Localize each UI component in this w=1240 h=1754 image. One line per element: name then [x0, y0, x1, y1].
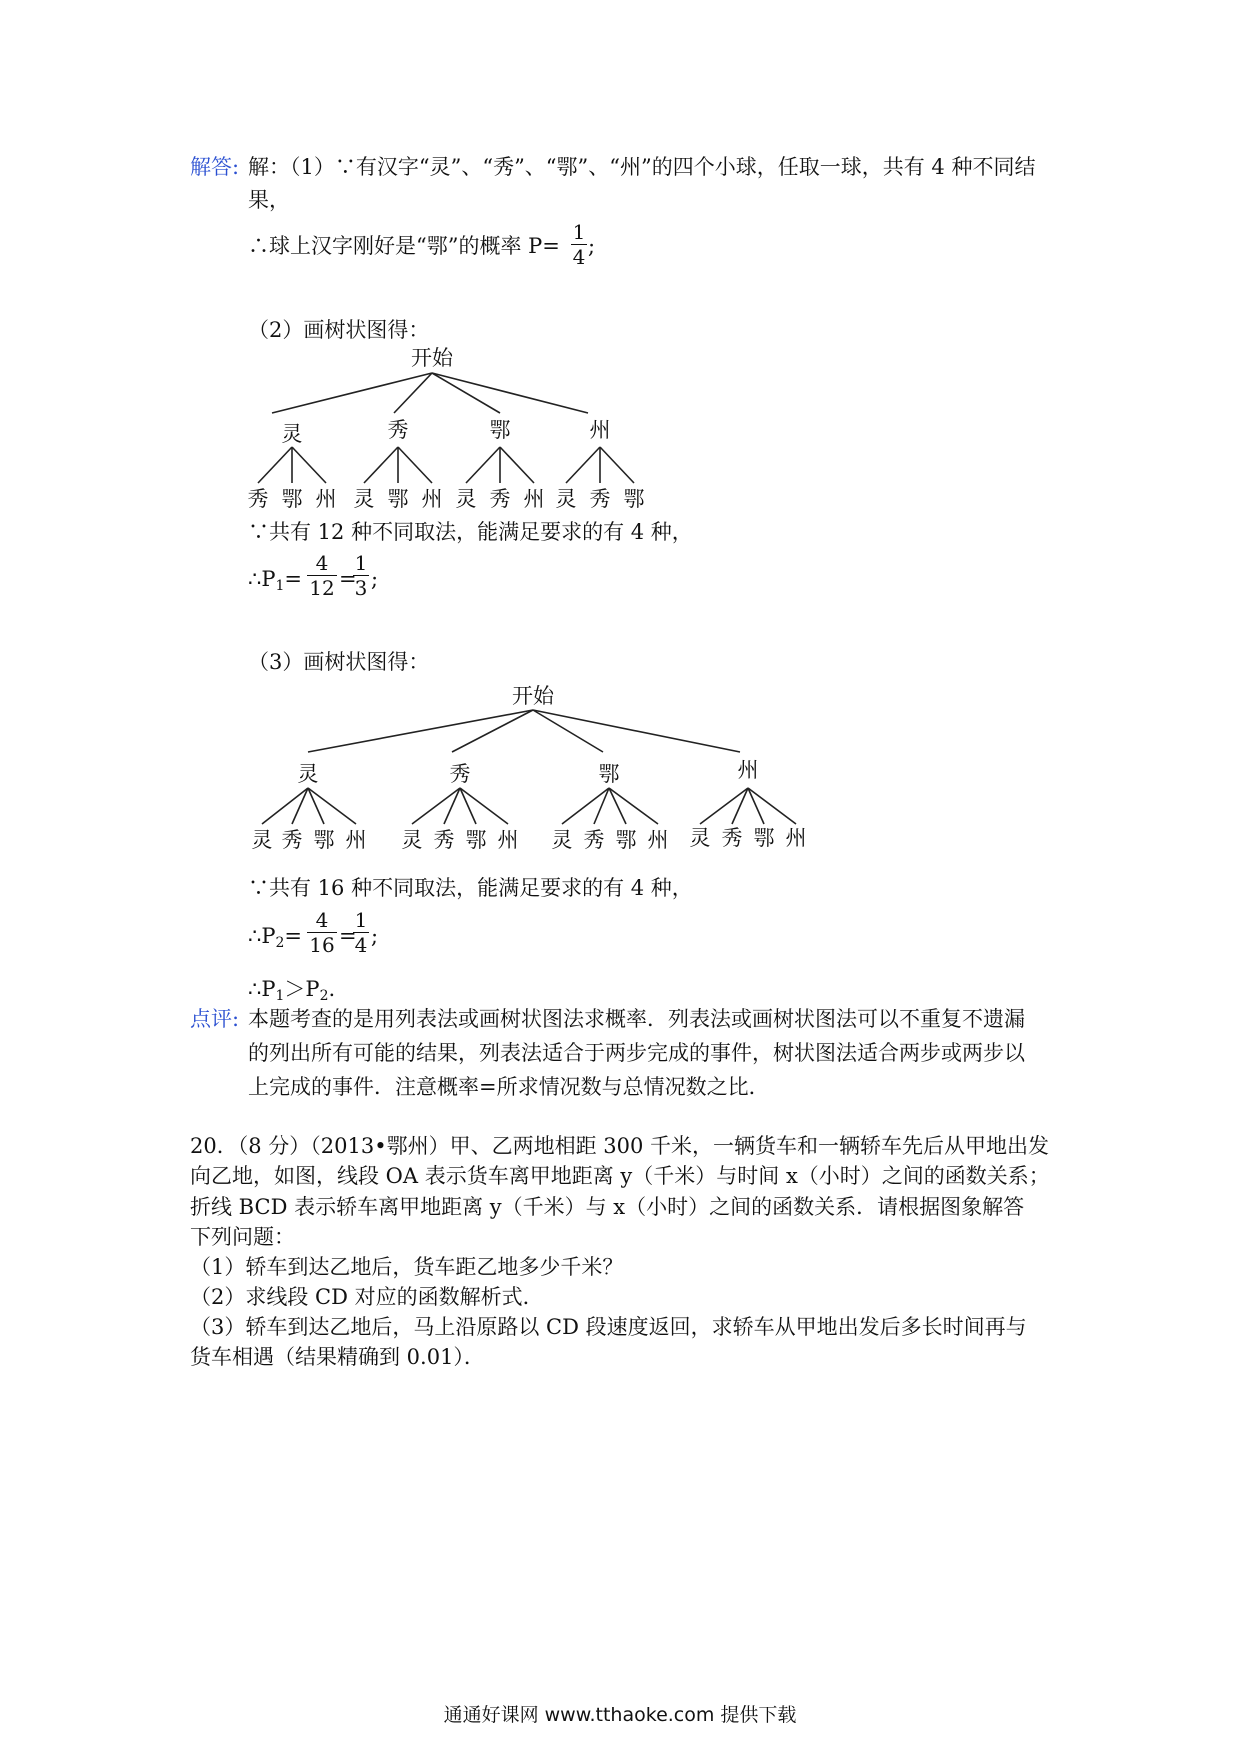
question20-sub-1: （1）轿车到达乙地后，货车距乙地多少千米？ — [190, 1255, 624, 1279]
comment-line-3: 上完成的事件．注意概率=所求情况数与总情况数之比． — [248, 1075, 770, 1099]
question20-line-4: 下列问题： — [190, 1225, 295, 1249]
question20-sub-2: （2）求线段 CD 对应的函数解析式． — [190, 1285, 544, 1309]
answer-part1-line2: 果， — [248, 188, 290, 212]
tree1-leaf: 鄂 — [281, 487, 303, 511]
answer-part1-prob-prefix: ∴球上汉字刚好是“鄂”的概率 P= — [248, 234, 560, 258]
answer-part3-fraction-2: 1 4 — [354, 908, 368, 957]
comment-line-1: 本题考查的是用列表法或画树状图法求概率．列表法或画树状图法可以不重复不遗漏 — [248, 1007, 1025, 1031]
tree2-root: 开始 — [512, 684, 554, 708]
tree2-branch-3: 鄂 — [598, 762, 620, 786]
tree2-leaf: 秀 — [433, 828, 455, 852]
tree2-leaf: 鄂 — [753, 826, 775, 850]
tree1-leaf: 灵 — [455, 487, 477, 511]
question20-line-1: 20．（8 分）（2013•鄂州）甲、乙两地相距 300 千米，一辆货车和一辆轿车先后从甲地出发 — [190, 1134, 1050, 1158]
tree1-leaf: 秀 — [589, 487, 611, 511]
tree1-leaf: 鄂 — [387, 487, 409, 511]
tree2-leaf: 州 — [647, 828, 669, 852]
tree2-branch-4: 州 — [737, 758, 759, 782]
answer-part2-fraction-1: 4 12 — [307, 552, 337, 599]
tree2-leaf: 鄂 — [615, 828, 637, 852]
answer-part2-fraction-2: 1 3 — [354, 551, 368, 600]
answer-part3-fraction-1: 4 16 — [307, 909, 337, 956]
tree1-leaf: 秀 — [489, 487, 511, 511]
answer-part2-title: （2）画树状图得： — [248, 318, 430, 342]
answer-part3-semicolon: ; — [371, 924, 379, 948]
answer-part1-line1: 解：（1）∵有汉字“灵”、“秀”、“鄂”、“州”的四个小球，任取一球，共有 4 种不同结 — [248, 155, 1036, 179]
tree2-leaf: 灵 — [401, 828, 423, 852]
answer-part2-count: ∵共有 12 种不同取法，能满足要求的有 4 种， — [248, 520, 693, 544]
tree1-leaf: 秀 — [247, 487, 269, 511]
answer-part3-title: （3）画树状图得： — [248, 650, 430, 674]
tree1-leaf: 灵 — [353, 487, 375, 511]
tree1-leaf: 鄂 — [623, 487, 645, 511]
tree1-leaf: 州 — [315, 487, 337, 511]
tree2-leaf: 秀 — [583, 828, 605, 852]
question20-sub-3-line-2: 货车相遇（结果精确到 0.01）． — [190, 1345, 485, 1369]
answer-part2-equals: = — [339, 567, 357, 591]
page-footer: 通通好课网 www.tthaoke.com 提供下载 — [443, 1704, 797, 1726]
tree1-leaf: 州 — [421, 487, 443, 511]
tree2-leaf: 灵 — [689, 826, 711, 850]
tree1-branch-3: 鄂 — [489, 418, 511, 442]
answer-part3-count: ∵共有 16 种不同取法，能满足要求的有 4 种， — [248, 876, 693, 900]
tree1-leaf: 灵 — [555, 487, 577, 511]
answer-part1-fraction: 1 4 — [572, 220, 586, 269]
answer-part1-prob-suffix: ; — [588, 234, 596, 258]
answer-comparison: $\therefore P_1>P_2$. — [248, 977, 336, 1004]
tree2-branch-1: 灵 — [297, 762, 319, 786]
comment-line-2: 的列出所有可能的结果，列表法适合于两步完成的事件，树状图法适合两步或两步以 — [248, 1041, 1025, 1065]
question20-sub-3-line-1: （3）轿车到达乙地后，马上沿原路以 CD 段速度返回，求轿车从甲地出发后多长时间再与 — [190, 1315, 1027, 1339]
tree1-branch-2: 秀 — [387, 418, 409, 442]
tree1-root: 开始 — [411, 346, 453, 370]
question20-line-3: 折线 BCD 表示轿车离甲地距离 y（千米）与 x（小时）之间的函数关系．请根据图象解答 — [190, 1195, 1025, 1219]
tree2-branch-2: 秀 — [449, 762, 471, 786]
comment-label: 点评: — [190, 1007, 240, 1031]
tree2-leaf: 秀 — [721, 826, 743, 850]
question20-line-2: 向乙地，如图，线段 OA 表示货车离甲地距离 y（千米）与时间 x（小时）之间的函数关系； — [190, 1164, 1050, 1188]
tree1-branch-1: 灵 — [281, 422, 303, 446]
tree1-leaf: 州 — [523, 487, 545, 511]
tree2-leaf: 灵 — [251, 828, 273, 852]
tree2-leaf: 灵 — [551, 828, 573, 852]
tree1-branch-4: 州 — [589, 418, 611, 442]
tree2-leaf: 州 — [785, 826, 807, 850]
answer-part3-equals: = — [339, 924, 357, 948]
tree2-leaf: 秀 — [281, 828, 303, 852]
answer-part2-semicolon: ; — [371, 567, 379, 591]
answer-label: 解答: — [190, 155, 240, 179]
tree2-leaf: 鄂 — [465, 828, 487, 852]
tree2-leaf: 鄂 — [313, 828, 335, 852]
answer-part2-prob: $\therefore P_1=$ — [248, 567, 303, 594]
tree2-leaf: 州 — [345, 828, 367, 852]
tree2-leaf: 州 — [497, 828, 519, 852]
answer-part3-prob: $\therefore P_2=$ — [248, 924, 303, 951]
